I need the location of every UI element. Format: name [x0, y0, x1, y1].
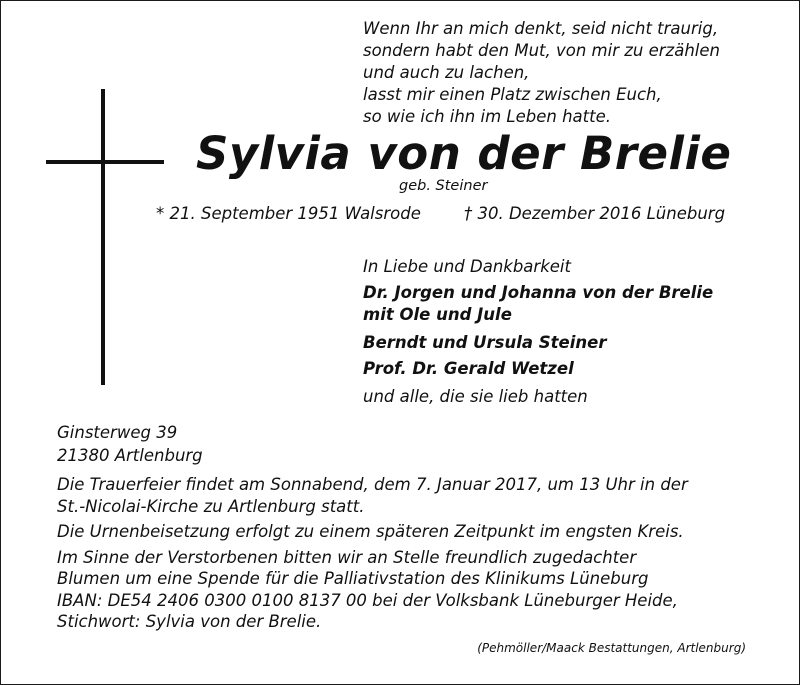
poem-line: lasst mir einen Platz zwischen Euch, [363, 85, 662, 104]
mourners-closing: und alle, die sie lieb hatten [363, 387, 588, 406]
donation-notice-line: Blumen um eine Spende für die Palliativstation des Klinikums Lüneburg [57, 569, 649, 588]
death-date: † 30. Dezember 2016 Lüneburg [464, 204, 726, 223]
life-dates [156, 204, 756, 223]
funeral-home-credit: (Pehmöller/Maack Bestattungen, Artlenburg) [477, 641, 746, 655]
donation-notice-line: IBAN: DE54 2406 0300 0100 8137 00 bei der Volksbank Lüneburger Heide, [57, 590, 678, 610]
mourner-family-1-children: mit Ole und Jule [363, 305, 512, 324]
cross-vertical-bar [101, 89, 105, 385]
donation-notice-line: Stichwort: Sylvia von der Brelie. [57, 612, 322, 631]
birth-date: * 21. September 1951 Walsrode [156, 204, 421, 223]
urn-notice: Die Urnenbeisetzung erfolgt zu einem späteren Zeitpunkt im engsten Kreis. [57, 522, 684, 541]
poem [363, 18, 783, 128]
funeral-notice-line: St.-Nicolai-Kirche zu Artlenburg statt. [57, 496, 365, 516]
cross-horizontal-bar [46, 160, 164, 164]
notices [57, 474, 777, 633]
maiden-name: geb. Steiner [399, 178, 488, 194]
mourner-family-2: Berndt und Ursula Steiner [363, 333, 607, 352]
mourners-intro: In Liebe und Dankbarkeit [363, 257, 571, 276]
poem-line: sondern habt den Mut, von mir zu erzählen [363, 41, 720, 60]
address [57, 421, 203, 467]
funeral-notice-line: Die Trauerfeier findet am Sonnabend, dem 7. Januar 2017, um 13 Uhr in der [57, 475, 688, 494]
mourner-family-3: Prof. Dr. Gerald Wetzel [363, 359, 574, 378]
poem-line: Wenn Ihr an mich denkt, seid nicht traurig, [363, 19, 719, 38]
donation-notice-line: Im Sinne der Verstorbenen bitten wir an Stelle freundlich zugedachter [57, 547, 637, 567]
poem-line: und auch zu lachen, [363, 63, 530, 82]
address-street: Ginsterweg 39 [57, 423, 178, 442]
address-city: 21380 Artlenburg [57, 446, 203, 465]
deceased-name: Sylvia von der Brelie [196, 127, 732, 180]
mourner-family-1: Dr. Jorgen und Johanna von der Brelie [363, 283, 714, 302]
poem-line: so wie ich ihn im Leben hatte. [363, 107, 611, 126]
